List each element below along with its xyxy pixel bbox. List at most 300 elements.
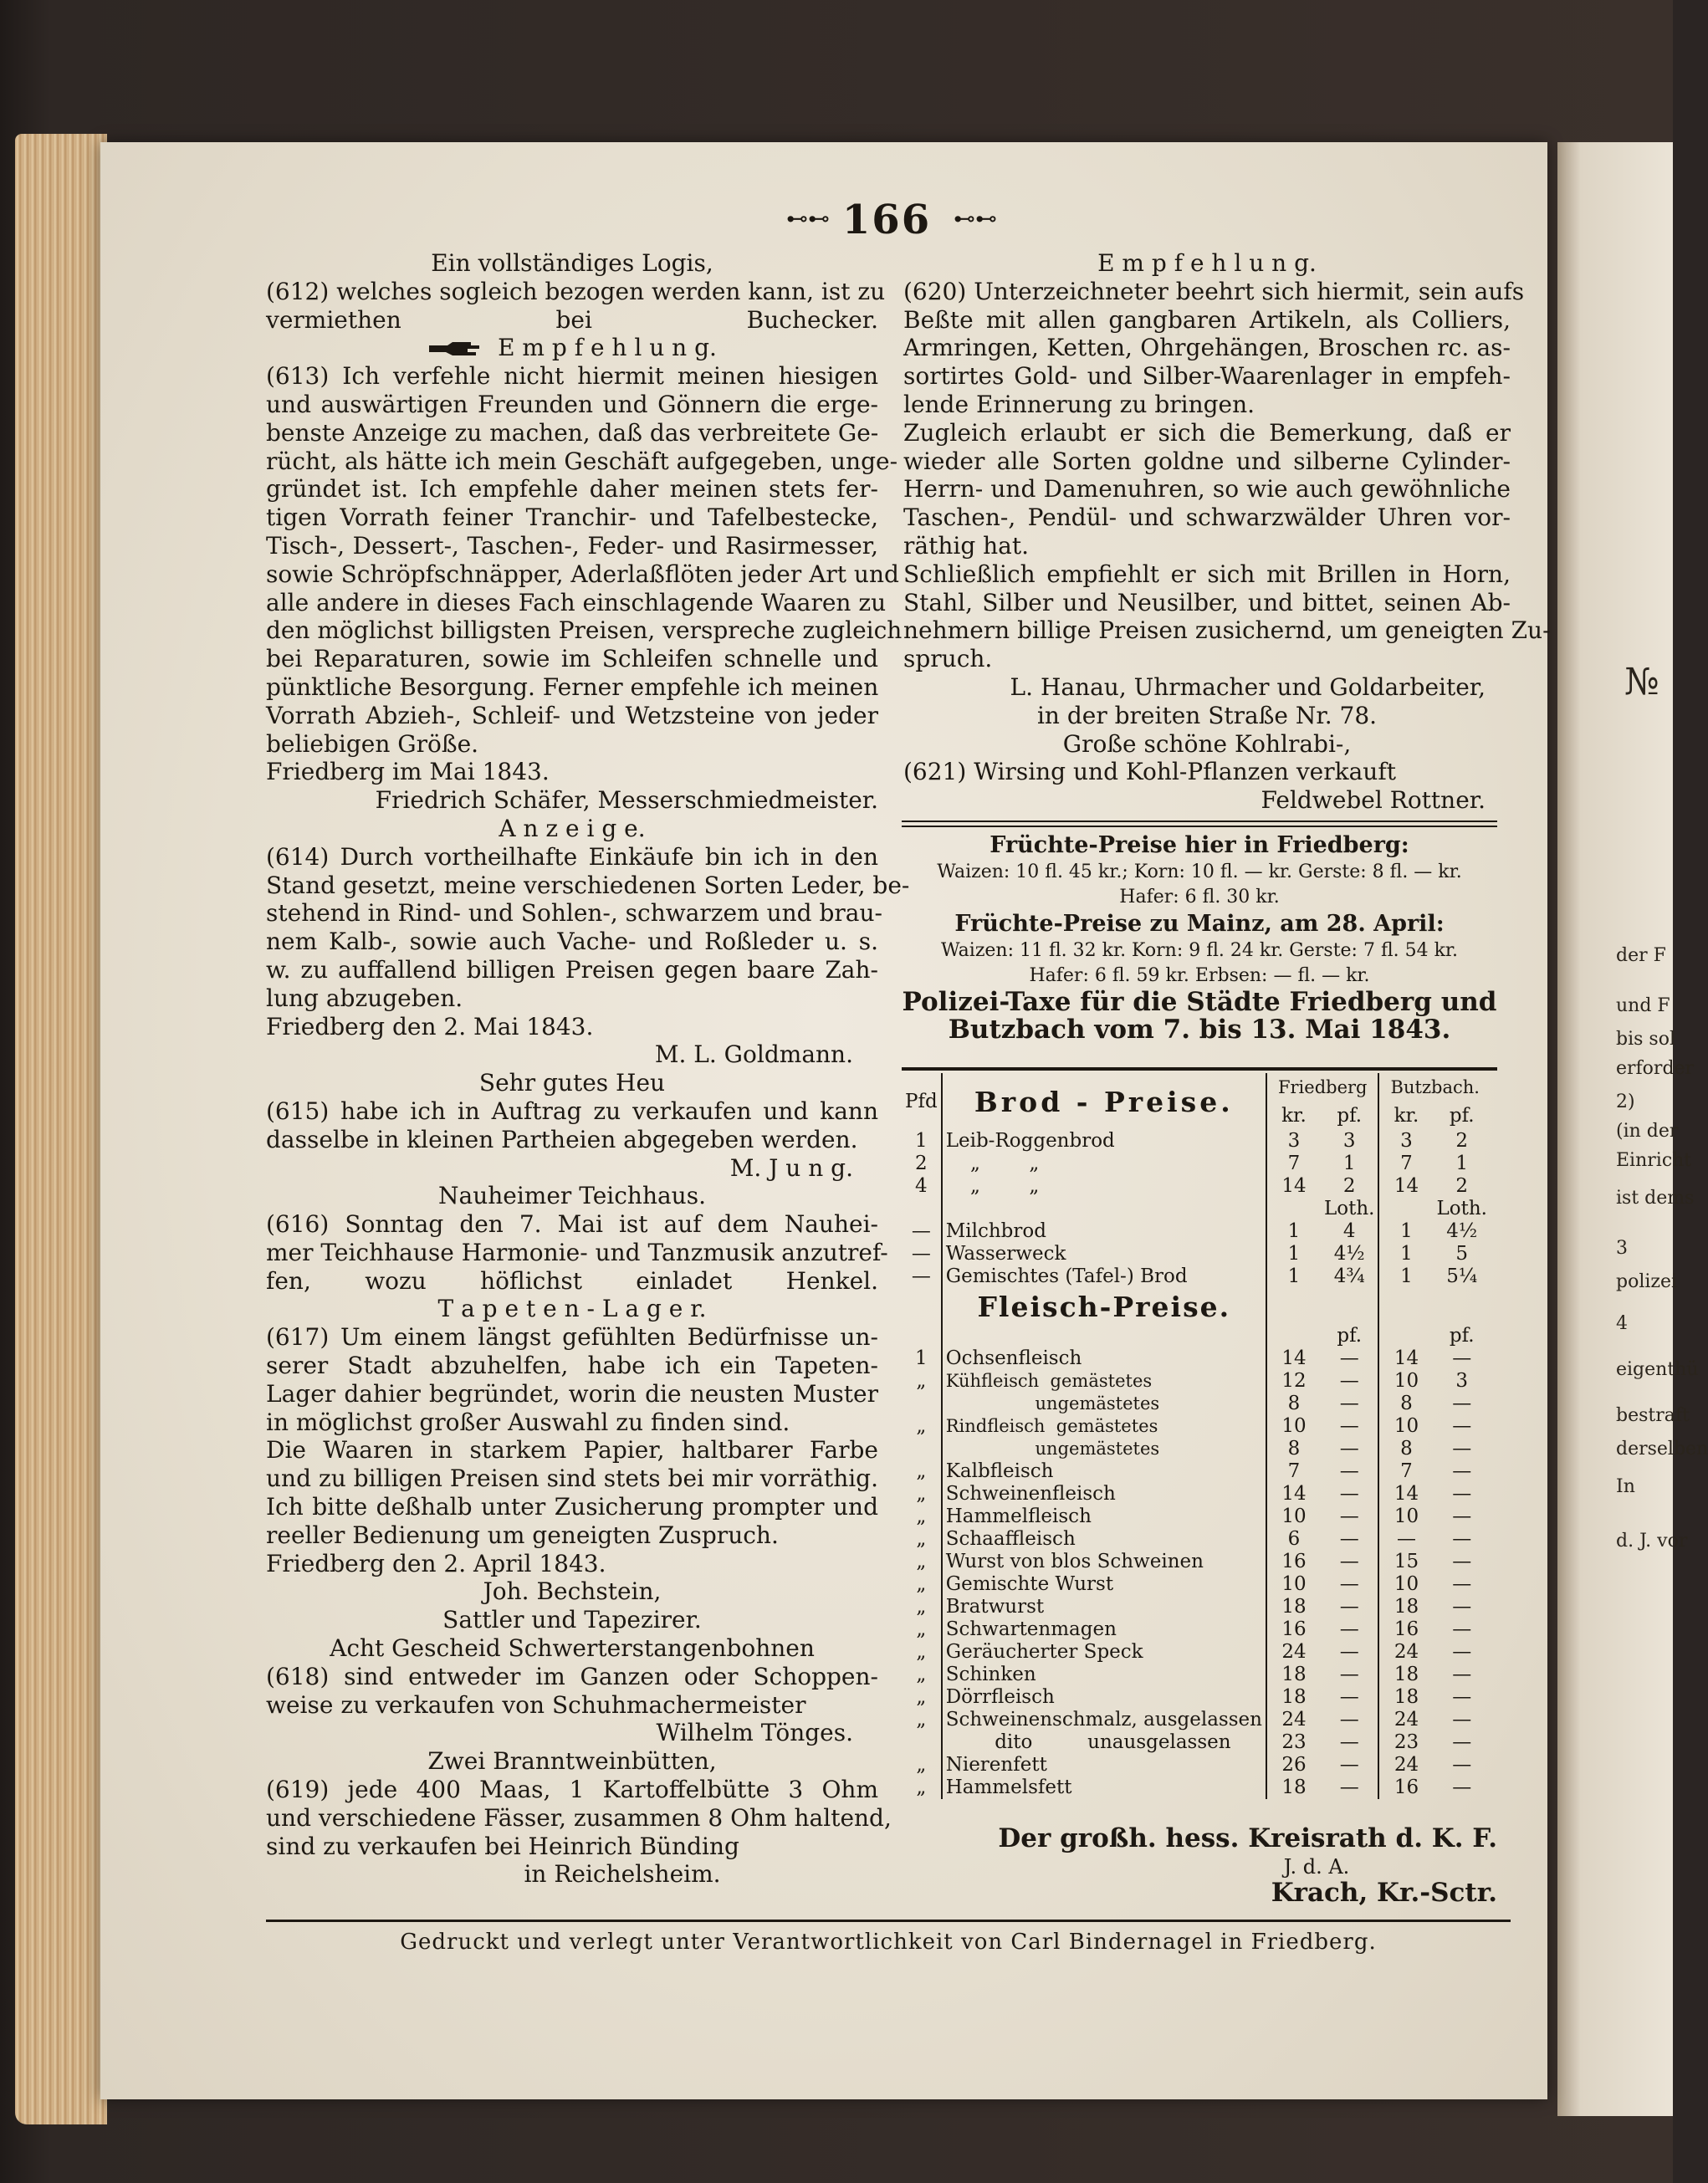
fleisch-row xyxy=(902,1731,1491,1754)
item-cell: Geräucherter Speck xyxy=(942,1641,1266,1664)
left-column-line: Nauheimer Teichhaus. xyxy=(438,1182,706,1210)
ornament-right-icon: ⊷⊷ xyxy=(954,207,997,232)
item-cell: Schwartenmagen xyxy=(942,1618,1266,1641)
butzbach-pf-cell: — xyxy=(1452,1573,1472,1595)
item-cell: Leib-Roggenbrod xyxy=(942,1130,1266,1153)
pfd-cell: „ xyxy=(902,1551,942,1573)
pfd-cell: „ xyxy=(902,1618,942,1641)
fleisch-row xyxy=(902,1754,1491,1777)
friedberg-kr-cell: 18 xyxy=(1281,1664,1307,1685)
left-column-line: (617) Um einem längst gefühlten Bedürfnisse un- xyxy=(266,1323,878,1352)
right-column-line: Zugleich erlaubt er sich die Bemerkung, daß er xyxy=(903,418,1511,447)
left-column-line: w. zu auffallend billigen Preisen gegen baare Zah- xyxy=(266,955,878,984)
butzbach-kr-cell: 14 xyxy=(1394,1347,1419,1369)
right-column-line: spruch. xyxy=(903,645,993,673)
friedberg-kr-cell: 1 xyxy=(1287,1265,1301,1287)
ornament-left-icon: ⊷⊷ xyxy=(786,207,830,232)
friedberg-pf-cell: — xyxy=(1321,1347,1379,1370)
butzbach-kr-cell: 10 xyxy=(1394,1370,1419,1392)
butzbach-kr-cell: 16 xyxy=(1394,1777,1419,1798)
next-page-text: bestraft xyxy=(1616,1405,1690,1426)
left-column-line: T a p e t e n - L a g e r. xyxy=(437,1295,707,1323)
butzbach-pf-cell: 2 xyxy=(1455,1130,1469,1152)
pfd-cell: — xyxy=(902,1265,942,1288)
table-top-rule xyxy=(902,1067,1497,1071)
left-column-line: M. L. Goldmann. xyxy=(654,1040,853,1069)
left-column-line: Ein vollständiges Logis, xyxy=(431,249,713,277)
item-cell: Wasserweck xyxy=(942,1243,1266,1265)
left-column-line: weise zu verkaufen von Schuhmachermeister xyxy=(266,1690,806,1719)
right-column-line: sortirtes Gold- und Silber-Waarenlager in empfeh- xyxy=(903,362,1511,391)
left-column-line: alle andere in dieses Fach einschlagende Waaren zu xyxy=(266,588,887,616)
friedberg-prices-title: Früchte-Preise hier in Friedberg: xyxy=(990,832,1409,858)
butzbach-kr-cell: 10 xyxy=(1394,1415,1419,1437)
friedberg-kr-cell: 16 xyxy=(1281,1618,1307,1640)
friedberg-pf-cell: — xyxy=(1321,1731,1379,1754)
butzbach-pf-cell: — xyxy=(1452,1483,1472,1505)
left-column-line: rücht, als hätte ich mein Geschäft aufgegeben, unge- xyxy=(266,447,898,475)
butzbach-kr-cell: 10 xyxy=(1394,1573,1419,1595)
left-column-line: Tisch-, Dessert-, Taschen-, Feder- und Rasirmesser, xyxy=(266,531,878,560)
item-cell: Gemischtes (Tafel-) Brod xyxy=(942,1265,1266,1288)
mainz-prices-line-2: Hafer: 6 fl. 59 kr. Erbsen: — fl. — kr. xyxy=(1029,964,1370,986)
left-column-line: (619) jede 400 Maas, 1 Kartoffelbütte 3 Ohm xyxy=(266,1776,878,1804)
butzbach-pf-cell: — xyxy=(1452,1551,1472,1572)
butzbach-pf-cell: — xyxy=(1452,1731,1472,1753)
left-column-line: fen, wozu höflichst einladet Henkel. xyxy=(266,1266,878,1295)
friedberg-kr-cell: 24 xyxy=(1281,1641,1307,1663)
item-cell: Schweinenschmalz, ausgelassen xyxy=(942,1709,1266,1731)
friedberg-kr-cell xyxy=(1266,1198,1321,1220)
friedberg-kr-cell: 1 xyxy=(1287,1243,1301,1265)
right-column-line: Beßte mit allen gangbaren Artikeln, als Colliers, xyxy=(903,305,1511,334)
fleisch-row xyxy=(902,1618,1491,1641)
friedberg-kr-cell: 24 xyxy=(1281,1709,1307,1731)
right-column xyxy=(903,249,1551,815)
item-cell: dito unausgelassen xyxy=(942,1731,1266,1754)
mainz-prices-line-1: Waizen: 11 fl. 32 kr. Korn: 9 fl. 24 kr. Gerste: 7 fl. 54 kr. xyxy=(940,939,1459,961)
friedberg-pf-cell: — xyxy=(1321,1618,1379,1641)
right-column-line: Herrn- und Damenuhren, so wie auch gewöhnliche xyxy=(903,475,1511,504)
pfd-cell: „ xyxy=(902,1483,942,1506)
butzbach-pf-cell: — xyxy=(1452,1709,1472,1731)
left-column-line: (614) Durch vortheilhafte Einkäufe bin ich in den xyxy=(266,842,878,871)
page-number: 166 xyxy=(841,197,932,243)
butzbach-kr-cell: 24 xyxy=(1394,1641,1419,1663)
right-column-line: Große schöne Kohlrabi-, xyxy=(1062,729,1352,758)
butzbach-kr-cell: 7 xyxy=(1400,1460,1413,1482)
item-cell: Gemischte Wurst xyxy=(942,1573,1266,1596)
left-column-line: vermiethen bei Buchecker. xyxy=(266,305,878,334)
left-column-line: dasselbe in kleinen Partheien abgegeben werden. xyxy=(266,1125,858,1153)
pfd-cell: „ xyxy=(902,1709,942,1731)
left-column-line: beliebigen Größe. xyxy=(266,729,479,758)
table-header-row xyxy=(902,1073,1491,1102)
friedberg-pf-cell: — xyxy=(1321,1415,1379,1438)
butzbach-kr-cell: 24 xyxy=(1394,1709,1419,1731)
butzbach-pf-cell: — xyxy=(1452,1686,1472,1708)
item-cell: Rindfleisch gemästetes xyxy=(942,1415,1266,1438)
empfehlung-heading: E m p f e h l u n g. xyxy=(498,334,717,362)
left-column-line: Vorrath Abzieh-, Schleif- und Wetzsteine von jeder xyxy=(266,701,878,729)
butzbach-pf-cell: 5 xyxy=(1455,1243,1469,1265)
next-page-text: d. J. vor xyxy=(1616,1531,1688,1552)
friedberg-kr-cell: 18 xyxy=(1281,1777,1307,1798)
left-column-line: Sattler und Tapezirer. xyxy=(442,1606,702,1634)
friedberg-pf-cell: — xyxy=(1321,1438,1379,1460)
left-column-line: Friedberg den 2. April 1843. xyxy=(266,1549,606,1577)
friedberg-kr-cell: 14 xyxy=(1281,1175,1307,1197)
left-column-line: M. J u n g. xyxy=(729,1153,853,1182)
pfd-cell: „ xyxy=(902,1754,942,1777)
pf-header: pf. xyxy=(1449,1104,1475,1127)
right-column-line: Stahl, Silber und Neusilber, und bittet, seinen Ab- xyxy=(903,588,1511,616)
item-cell: Bratwurst xyxy=(942,1596,1266,1618)
pfd-cell: 2 xyxy=(902,1153,942,1175)
butzbach-pf-cell: — xyxy=(1452,1777,1472,1798)
left-column xyxy=(266,249,910,1889)
item-cell: „ „ xyxy=(942,1175,1266,1198)
pfd-cell: „ xyxy=(902,1528,942,1551)
left-column-line: lung abzugeben. xyxy=(266,984,463,1012)
pfd-cell: 1 xyxy=(902,1347,942,1370)
left-column-line: sowie Schröpfschnäpper, Aderlaßflöten jeder Art und xyxy=(266,560,899,588)
left-column-line: und zu billigen Preisen sind stets bei mir vorräthig. xyxy=(266,1465,878,1493)
item-cell: Hammelsfett xyxy=(942,1777,1266,1799)
item-cell: ungemästetes xyxy=(942,1438,1266,1460)
item-cell: Ochsenfleisch xyxy=(942,1347,1266,1370)
pfd-cell: „ xyxy=(902,1686,942,1709)
butzbach-kr-cell: 14 xyxy=(1394,1175,1419,1197)
left-column-line xyxy=(266,334,878,362)
item-cell: Schweinenfleisch xyxy=(942,1483,1266,1506)
pfd-cell xyxy=(902,1731,942,1754)
friedberg-pf-cell: — xyxy=(1321,1370,1379,1393)
friedberg-kr-cell: 7 xyxy=(1287,1153,1301,1174)
left-column-line: A n z e i g e. xyxy=(499,814,646,842)
left-column-line: reeller Bedienung um geneigten Zuspruch. xyxy=(266,1521,779,1549)
next-page-text: Einricht xyxy=(1616,1150,1692,1171)
fleisch-row xyxy=(902,1641,1491,1664)
left-column-line: und verschiedene Fässer, zusammen 8 Ohm haltend, xyxy=(266,1803,892,1832)
left-column-line: Wilhelm Tönges. xyxy=(656,1719,853,1747)
fleisch-row xyxy=(902,1483,1491,1506)
left-column-line: Friedrich Schäfer, Messerschmiedmeister. xyxy=(375,786,878,815)
butzbach-pf-cell: 5¼ xyxy=(1446,1265,1478,1287)
right-column-line: in der breiten Straße Nr. 78. xyxy=(1036,701,1378,729)
right-column-line: (620) Unterzeichneter beehrt sich hiermit, sein aufs xyxy=(903,277,1525,305)
pfd-cell: „ xyxy=(902,1460,942,1483)
butzbach-pf-cell: — xyxy=(1452,1618,1472,1640)
butzbach-kr-cell xyxy=(1378,1198,1433,1220)
item-cell: Kalbfleisch xyxy=(942,1460,1266,1483)
pfd-cell xyxy=(902,1198,942,1220)
right-column-line: Feldwebel Rottner. xyxy=(1261,786,1486,815)
butzbach-pf-cell: — xyxy=(1452,1393,1472,1414)
item-cell: Schaaffleisch xyxy=(942,1528,1266,1551)
pfd-cell: „ xyxy=(902,1370,942,1393)
friedberg-pf-cell: — xyxy=(1321,1573,1379,1596)
fleisch-row xyxy=(902,1528,1491,1551)
pfd-cell: — xyxy=(902,1243,942,1265)
fruit-prices xyxy=(902,831,1497,1045)
butzbach-kr-cell: 18 xyxy=(1394,1686,1419,1708)
butzbach-kr-cell: 1 xyxy=(1400,1243,1413,1265)
pfd-cell: „ xyxy=(902,1777,942,1799)
left-column-line: Stand gesetzt, meine verschiedenen Sorten Leder, be- xyxy=(266,871,910,899)
butzbach-kr-cell: 18 xyxy=(1394,1596,1419,1618)
left-column-line: pünktliche Besorgung. Ferner empfehle ich meinen xyxy=(266,672,879,701)
kr-header: kr. xyxy=(1394,1104,1419,1127)
butzbach-pf-cell: — xyxy=(1452,1596,1472,1618)
friedberg-kr-cell: 16 xyxy=(1281,1551,1307,1572)
friedberg-kr-cell: 10 xyxy=(1281,1415,1307,1437)
fleisch-row xyxy=(902,1777,1491,1799)
item-cell: Wurst von blos Schweinen xyxy=(942,1551,1266,1573)
col-pfd-header: Pfd xyxy=(902,1073,942,1130)
friedberg-kr-cell: 18 xyxy=(1281,1596,1307,1618)
fleisch-pf-header: pf. xyxy=(1321,1325,1379,1347)
right-column-line: Schließlich empfiehlt er sich mit Brillen in Horn, xyxy=(903,560,1511,588)
left-column-line: (612) welches sogleich bezogen werden kann, ist zu xyxy=(266,277,886,305)
next-page-text: derselben xyxy=(1616,1439,1708,1460)
friedberg-kr-cell: 8 xyxy=(1287,1393,1301,1414)
item-cell: Hammelfleisch xyxy=(942,1506,1266,1528)
item-cell: Milchbrod xyxy=(942,1220,1266,1243)
left-column-line: mer Teichhause Harmonie- und Tanzmusik anzutref- xyxy=(266,1238,888,1266)
next-page-text: 3 xyxy=(1616,1238,1628,1259)
brod-prices-header: Brod - Preise. xyxy=(942,1073,1266,1130)
next-page-text: erforder xyxy=(1616,1058,1695,1079)
item-cell: Nierenfett xyxy=(942,1754,1266,1777)
rule-right-1 xyxy=(902,821,1497,822)
friedberg-kr-cell: 8 xyxy=(1287,1438,1301,1460)
next-page-text: der F xyxy=(1616,945,1666,966)
butzbach-pf-cell: — xyxy=(1452,1664,1472,1685)
next-page-text: 2) xyxy=(1616,1092,1635,1112)
friedberg-pf-cell: 4½ xyxy=(1321,1243,1379,1265)
left-column-line: (613) Ich verfehle nicht hiermit meinen hiesigen xyxy=(266,362,878,391)
friedberg-pf-cell: — xyxy=(1321,1393,1379,1415)
left-column-line: Ich bitte deßhalb unter Zusicherung prompter und xyxy=(266,1493,878,1521)
rule-right-2 xyxy=(902,826,1497,827)
friedberg-kr-cell: 10 xyxy=(1281,1506,1307,1527)
left-column-line: Die Waaren in starkem Papier, haltbarer Farbe xyxy=(266,1436,878,1465)
butzbach-pf-cell: Loth. xyxy=(1436,1198,1487,1219)
pfd-cell: „ xyxy=(902,1573,942,1596)
friedberg-pf-cell: — xyxy=(1321,1506,1379,1528)
butzbach-kr-cell: 24 xyxy=(1394,1754,1419,1776)
friedberg-pf-cell: Loth. xyxy=(1321,1198,1379,1220)
butzbach-kr-cell: 1 xyxy=(1400,1220,1413,1242)
friedberg-pf-cell: 3 xyxy=(1321,1130,1379,1153)
pfd-cell: „ xyxy=(902,1596,942,1618)
left-column-line: und auswärtigen Freunden und Gönnern die erge- xyxy=(266,390,878,418)
friedberg-pf-cell: — xyxy=(1321,1686,1379,1709)
pfd-cell: „ xyxy=(902,1506,942,1528)
next-page-text: ist dems xyxy=(1616,1188,1695,1209)
book-page-edges xyxy=(15,134,107,2124)
pfd-cell: „ xyxy=(902,1664,942,1686)
right-column-line: nehmern billige Preisen zusichernd, um geneigten Zu- xyxy=(903,616,1551,645)
mainz-prices-title: Früchte-Preise zu Mainz, am 28. April: xyxy=(954,910,1445,937)
pfd-cell xyxy=(902,1438,942,1460)
fleisch-row xyxy=(902,1551,1491,1573)
left-column-line: (616) Sonntag den 7. Mai ist auf dem Nauhei- xyxy=(266,1210,878,1239)
butzbach-pf-cell: — xyxy=(1452,1754,1472,1776)
pfd-cell: — xyxy=(902,1220,942,1243)
pfd-cell: 1 xyxy=(902,1130,942,1153)
next-page-fragment xyxy=(1557,142,1708,2116)
left-column-line: Friedberg den 2. Mai 1843. xyxy=(266,1012,594,1040)
friedberg-pf-cell: — xyxy=(1321,1754,1379,1777)
pf-header: pf. xyxy=(1321,1102,1379,1130)
friedberg-pf-cell: 4¾ xyxy=(1321,1265,1379,1288)
friedberg-kr-cell: 3 xyxy=(1287,1130,1301,1152)
butzbach-kr-cell: 1 xyxy=(1400,1265,1413,1287)
left-column-line: stehend in Rind- und Sohlen-, schwarzem und brau- xyxy=(266,899,882,928)
next-page-text: № xyxy=(1624,661,1659,703)
friedberg-kr-cell: 1 xyxy=(1287,1220,1301,1242)
friedberg-prices-line-2: Hafer: 6 fl. 30 kr. xyxy=(1119,886,1280,907)
item-cell: Schinken xyxy=(942,1664,1266,1686)
signature-line-2: J. d. A. xyxy=(1283,1855,1350,1879)
friedberg-pf-cell: 1 xyxy=(1321,1153,1379,1175)
next-page-text: bis sol xyxy=(1616,1029,1675,1050)
friedberg-pf-cell: — xyxy=(1321,1596,1379,1618)
butzbach-pf-cell: — xyxy=(1452,1641,1472,1663)
friedberg-kr-cell: 18 xyxy=(1281,1686,1307,1708)
left-column-line: den möglichst billigsten Preisen, verspreche zugleich xyxy=(266,616,903,645)
friedberg-kr-cell: 12 xyxy=(1281,1370,1307,1392)
butzbach-kr-cell: 3 xyxy=(1400,1130,1413,1152)
left-column-line: Sehr gutes Heu xyxy=(478,1069,666,1097)
butzbach-pf-cell: 1 xyxy=(1455,1153,1469,1174)
right-column-line: Taschen-, Pendül- und schwarzwälder Uhren vor- xyxy=(903,504,1511,532)
fleisch-rows xyxy=(902,1347,1491,1799)
brod-row xyxy=(902,1175,1491,1198)
right-column-line: lende Erinnerung zu bringen. xyxy=(903,390,1255,418)
brod-row xyxy=(902,1220,1491,1243)
next-page-text: eigenthü xyxy=(1616,1359,1699,1380)
item-cell: Dörrfleisch xyxy=(942,1686,1266,1709)
friedberg-pf-cell: — xyxy=(1321,1483,1379,1506)
butzbach-pf-cell: — xyxy=(1452,1460,1472,1482)
next-page-text: In xyxy=(1616,1476,1635,1497)
friedberg-kr-cell: 23 xyxy=(1281,1731,1307,1753)
right-column-line: E m p f e h l u n g. xyxy=(1097,249,1317,277)
left-column-line: (618) sind entweder im Ganzen oder Schoppen- xyxy=(266,1662,878,1690)
friedberg-kr-cell: 26 xyxy=(1281,1754,1307,1776)
left-column-line: sind zu verkaufen bei Heinrich Bünding xyxy=(266,1832,739,1860)
pfd-cell: „ xyxy=(902,1415,942,1438)
left-column-line: Zwei Branntweinbütten, xyxy=(427,1747,717,1776)
pfd-cell: 4 xyxy=(902,1175,942,1198)
kr-header: kr. xyxy=(1281,1104,1307,1127)
pfd-cell xyxy=(902,1393,942,1415)
item-cell: ungemästetes xyxy=(942,1393,1266,1415)
fleisch-row xyxy=(902,1460,1491,1483)
left-column-line: Friedberg im Mai 1843. xyxy=(266,758,550,786)
fleisch-row xyxy=(902,1393,1491,1415)
fleisch-row xyxy=(902,1596,1491,1618)
friedberg-pf-cell: — xyxy=(1321,1664,1379,1686)
right-column-line: räthig hat. xyxy=(903,531,1030,560)
friedberg-kr-cell: 14 xyxy=(1281,1483,1307,1505)
friedberg-kr-cell: 10 xyxy=(1281,1573,1307,1595)
fleisch-row xyxy=(902,1415,1491,1438)
footer-rule xyxy=(266,1920,1511,1922)
butzbach-pf-cell: — xyxy=(1452,1415,1472,1437)
right-column-line: wieder alle Sorten goldne und silberne Cylinder- xyxy=(903,447,1511,475)
left-column-line: serer Stadt abzuhelfen, habe ich ein Tapeten- xyxy=(266,1352,878,1380)
friedberg-kr-cell: 7 xyxy=(1287,1460,1301,1482)
brod-row xyxy=(902,1265,1491,1288)
butzbach-kr-cell: 10 xyxy=(1394,1506,1419,1527)
brod-row xyxy=(902,1243,1491,1265)
pfd-cell: „ xyxy=(902,1641,942,1664)
butzbach-kr-cell: — xyxy=(1396,1528,1416,1550)
friedberg-pf-cell: 2 xyxy=(1321,1175,1379,1198)
fleisch-row xyxy=(902,1370,1491,1393)
butzbach-pf-cell: — xyxy=(1452,1506,1472,1527)
butzbach-kr-cell: 8 xyxy=(1400,1393,1413,1414)
brod-rows xyxy=(902,1130,1491,1288)
fleisch-pf-header: pf. xyxy=(1449,1325,1475,1347)
left-column-line: in möglichst großer Auswahl zu finden sind. xyxy=(266,1408,790,1436)
friedberg-prices-line-1: Waizen: 10 fl. 45 kr.; Korn: 10 fl. — kr. Gerste: 8 fl. — kr. xyxy=(937,861,1462,882)
fleisch-row xyxy=(902,1438,1491,1460)
butzbach-kr-cell: 8 xyxy=(1400,1438,1413,1460)
butzbach-header: Butzbach. xyxy=(1390,1076,1480,1097)
fleisch-row xyxy=(902,1709,1491,1731)
friedberg-pf-cell: — xyxy=(1321,1777,1379,1799)
friedberg-kr-cell: 14 xyxy=(1281,1347,1307,1369)
taxe-title-1: Polizei-Taxe für die Städte Friedberg und xyxy=(902,986,1497,1017)
pointing-hand-icon xyxy=(427,340,481,359)
left-column-line: tigen Vorrath feiner Tranchir- und Tafelbestecke, xyxy=(266,504,878,532)
fleisch-row xyxy=(902,1686,1491,1709)
friedberg-pf-cell: — xyxy=(1321,1551,1379,1573)
friedberg-pf-cell: — xyxy=(1321,1709,1379,1731)
signature-line-3: Krach, Kr.-Sctr. xyxy=(1271,1878,1497,1908)
friedberg-kr-cell: 6 xyxy=(1287,1528,1301,1550)
left-column-line: nem Kalb-, sowie auch Vache- und Roßleder u. s. xyxy=(266,928,878,956)
friedberg-pf-cell: — xyxy=(1321,1528,1379,1551)
butzbach-kr-cell: 14 xyxy=(1394,1483,1419,1505)
butzbach-kr-cell: 16 xyxy=(1394,1618,1419,1640)
next-page-text: und F xyxy=(1616,995,1670,1016)
butzbach-pf-cell: — xyxy=(1452,1438,1472,1460)
brod-row xyxy=(902,1198,1491,1220)
left-column-line: Lager dahier begründet, worin die neusten Muster xyxy=(266,1379,878,1408)
left-column-line: Acht Gescheid Schwerterstangenbohnen xyxy=(330,1634,815,1663)
butzbach-pf-cell: 3 xyxy=(1455,1370,1469,1392)
left-column-line: bei Reparaturen, sowie im Schleifen schnelle und xyxy=(266,645,878,673)
next-page-text: (in der xyxy=(1616,1121,1679,1142)
left-column-line: benste Anzeige zu machen, daß das verbreitete Ge- xyxy=(266,418,879,447)
left-column-line: Joh. Bechstein, xyxy=(483,1577,662,1606)
butzbach-kr-cell: 15 xyxy=(1394,1551,1419,1572)
fleisch-row xyxy=(902,1506,1491,1528)
butzbach-kr-cell: 23 xyxy=(1394,1731,1419,1753)
butzbach-kr-cell: 18 xyxy=(1394,1664,1419,1685)
fleisch-title-row xyxy=(902,1288,1491,1347)
butzbach-kr-cell: 7 xyxy=(1400,1153,1413,1174)
right-column-line: (621) Wirsing und Kohl-Pflanzen verkauft xyxy=(903,758,1396,786)
printer-footer: Gedruckt und verlegt unter Verantwortlichkeit von Carl Bindernagel in Friedberg. xyxy=(400,1930,1377,1955)
taxe-title-2: Butzbach vom 7. bis 13. Mai 1843. xyxy=(948,1015,1451,1045)
